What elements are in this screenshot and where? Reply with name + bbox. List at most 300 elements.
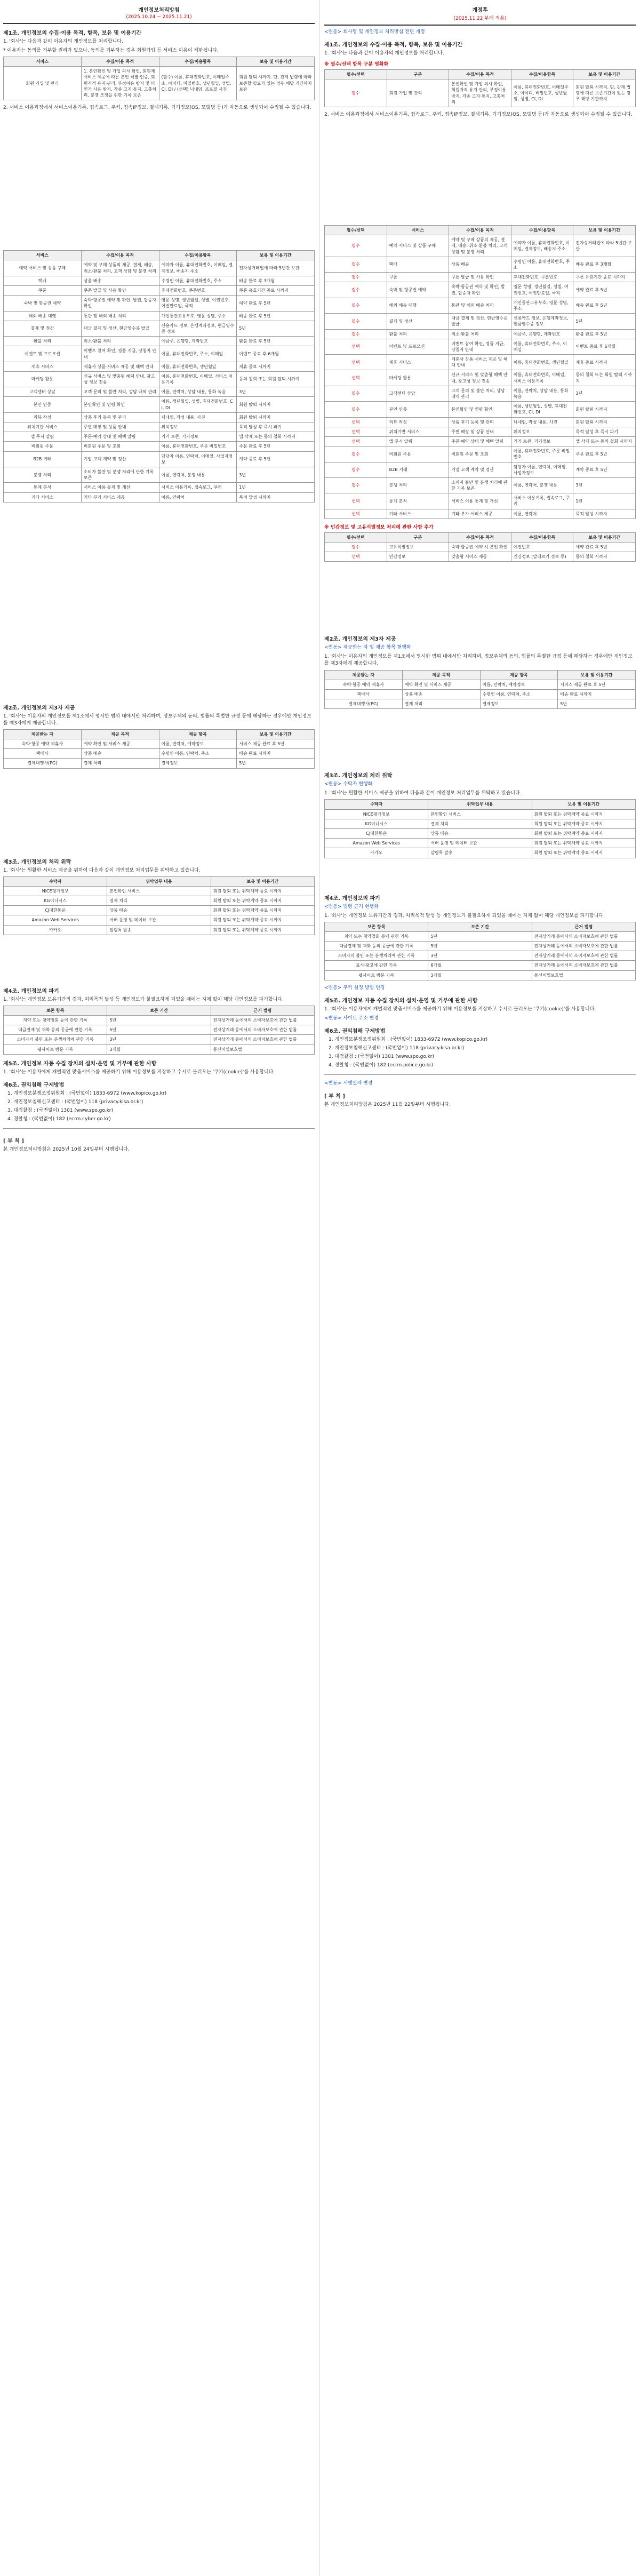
table-header-cell: 보존 항목 (325, 922, 428, 931)
table-cell: 기기 토큰, 기기정보 (511, 436, 573, 446)
table-cell: 마케팅 활용 (4, 371, 82, 387)
table-cell: 이름, 연락처, 분쟁 내용 (159, 467, 237, 482)
after-header (324, 0, 636, 26)
table-cell: 서버 운영 및 데이터 보관 (428, 839, 532, 848)
table-cell: 계약 또는 청약철회 등에 관한 기록 (325, 931, 428, 941)
table-cell: 소비자의 불만 또는 분쟁처리에 관한 기록 (4, 1035, 107, 1044)
table-cell: 이름, 연락처, 상담 내용, 통화 녹음 (511, 386, 573, 401)
table-row (4, 1035, 315, 1044)
table-cell: 제휴 서비스 (4, 362, 82, 371)
table-cell: 결제대행사(PG) (4, 759, 82, 768)
table-cell: 서비스 이용기록, 접속로그, 쿠키 (159, 483, 237, 492)
table-cell: 통신비밀보호법 (532, 970, 635, 980)
table-cell: 상품 배송 (81, 749, 159, 759)
table-header-cell: 수집/이용항목 (511, 226, 573, 235)
table-cell: 결제 및 정산 (387, 314, 449, 329)
before-period: (2025.10.24 ~ 2025.11.21) (126, 14, 192, 20)
table-cell: 웹사이트 방문 기록 (325, 970, 428, 980)
table-cell: 결제대행사(PG) (325, 699, 403, 709)
footer-note: <변동> 시행일자 변경 (324, 1081, 373, 1087)
table-cell: 전자상거래 등에서의 소비자보호에 관한 법률 (532, 931, 635, 941)
table-cell: 1. 본인확인 및 가입 의사 확인, 회원제 서비스 제공에 따른 본인 식별·인증, 회원자격 유지·관리, 부정이용 방지 및 비인가 사용 방지, 각종 고지·통지, 고충처리, 분쟁 조정을 위한 기록 보존 (81, 67, 159, 100)
table-cell: 기타 서비스 (387, 509, 449, 519)
section-6-title: 제6조. 권익침해 구제방법 (3, 1082, 65, 1088)
table-cell: 3년 (107, 1035, 211, 1044)
table-cell: 회원 탈퇴 시까지 (237, 412, 315, 422)
footer-title: [ 부 칙 ] (324, 1094, 345, 1100)
table-header-cell: 서비스 (387, 226, 449, 235)
table-cell: 1년 (573, 493, 636, 509)
table-cell: 선택 (325, 552, 387, 562)
section-3-body: 1. '회사'는 원활한 서비스 제공을 위하여 다음과 같이 개인정보 처리업무를 위탁하고 있습니다. (324, 791, 522, 796)
table-cell: 제휴 종료 시까지 (237, 362, 315, 371)
table-cell: 결제 처리 (107, 896, 211, 905)
table-row (4, 422, 315, 432)
list-item: 4. 경찰청 : (국번없이) 182 (ecrm.cyber.go.kr) (7, 1116, 111, 1122)
table-row (4, 276, 315, 285)
table-cell: 예약 및 구매 상품의 제공, 결제, 배송, 취소·환불 처리, 고객 상담 및 분쟁 처리 (81, 260, 159, 276)
table-cell: 이벤트 참여 확인, 경품 지급, 당첨자 안내 (449, 339, 511, 354)
table-cell: 5년 (573, 314, 636, 329)
table-outsourcing (3, 876, 315, 935)
table-row (4, 286, 315, 296)
table-cell: 해외 배송 대행 (387, 298, 449, 313)
list-item: 3. 대검찰청 : (국번없이) 1301 (www.spo.go.kr) (7, 1107, 113, 1113)
table-header-cell: 보유 및 이용기간 (237, 251, 315, 260)
table-cell: 예약 서비스 및 상품 구매 (4, 260, 82, 276)
table-cell: 개인통관고유부호, 영문 성명, 주소 (159, 311, 237, 321)
table-row (325, 402, 636, 417)
table-header-cell: 보유 및 이용기간 (237, 57, 315, 67)
table-cell: 택배 (4, 276, 82, 285)
list-item: 2. 개인정보침해신고센터 : (국번없이) 118 (privacy.kisa.or.kr) (7, 1099, 143, 1105)
table-cell: 통관 및 해외 배송 처리 (81, 311, 159, 321)
table-cell: 본인 인증 (387, 402, 449, 417)
table-cell: 회원 탈퇴 또는 위탁계약 종료 시까지 (532, 828, 635, 838)
table-cell: 휴대전화번호, 쿠폰번호 (511, 273, 573, 282)
table-row (325, 417, 636, 427)
table-cell: 이름, 연락처, 예약정보 (480, 680, 558, 689)
table-cell: 결제정보 (480, 699, 558, 709)
table-cell: 예약 확인 및 서비스 제공 (402, 680, 480, 689)
table-header-cell: 서비스 (4, 251, 82, 260)
table-cell: 목적 달성 후 즉시 파기 (573, 427, 636, 436)
table-cell: 알림톡 발송 (107, 925, 211, 935)
table-row (4, 432, 315, 442)
table-cell: 본인확인 및 연령 확인 (81, 397, 159, 412)
table-cell: 쿠폰 (4, 286, 82, 296)
table-cell: 이벤트 및 프로모션 (387, 339, 449, 354)
table-cell: 선택 (325, 355, 387, 370)
table-cell: 이름, 휴대전화번호, 주소, 이메일 (511, 339, 573, 354)
table-services (324, 225, 636, 519)
table-cell: 전자상거래 등에서의 소비자보호에 관한 법률 (532, 941, 635, 951)
table-row (325, 689, 636, 699)
table-row (325, 273, 636, 282)
table-cell: 이름, 생년월일, 성별, 휴대전화번호, CI, DI (511, 402, 573, 417)
table-header-cell: 보유 및 이용기간 (573, 70, 636, 79)
table-cell: Amazon Web Services (325, 839, 428, 848)
table-cell: 휴대전화번호, 쿠폰번호 (159, 286, 237, 296)
section-1-note: 2. 서비스 이용과정에서 서비스이용기록, 접속로그, 쿠키, 접속IP정보, 결제기록, 기기정보(OS, 모델명 등)가 자동으로 생성되어 수집될 수 있습니다. (3, 105, 311, 111)
table-cell: 전자상거래 등에서의 소비자보호에 관한 법률 (211, 1015, 314, 1025)
table-cell: 전자상거래 등에서의 소비자보호에 관한 법률 (211, 1025, 314, 1035)
table-cell: 필수 (325, 386, 387, 401)
table-row (325, 282, 636, 298)
table-cell: 환불 처리 (387, 329, 449, 339)
table-row (325, 257, 636, 272)
table-cell: 필수 (325, 235, 387, 257)
table-cell: 회원 탈퇴 시까지. 단, 관계 법령에 따라 보존할 필요가 있는 경우 해당 기간까지 보관 (237, 67, 315, 100)
table-cell: 5년 (237, 759, 315, 768)
table-cell: (필수) 이름, 휴대전화번호, 이메일주소, 아이디, 비밀번호, 생년월일, 성별, CI, DI / (선택) 닉네임, 프로필 사진 (159, 67, 237, 100)
table-cell: 제휴 종료 시까지 (573, 355, 636, 370)
table-cell: 숙박·항공권 예약 및 확인, 발권, 탑승자 확인 (449, 282, 511, 298)
table-cell: 주문·예약 상태 및 혜택 알림 (449, 436, 511, 446)
section-2-note: <변동> 제공받는 자 및 제공 항목 현행화 (324, 645, 411, 651)
list-item: 1. 개인정보분쟁조정위원회 : (국번없이) 1833-6972 (www.kopico.go.kr) (329, 1036, 488, 1042)
table-row (325, 493, 636, 509)
table-cell: 담당자 이름, 연락처, 이메일, 사업자정보 (511, 462, 573, 477)
table-cell: 이름, 연락처, 상담 내용, 통화 녹음 (159, 387, 237, 397)
table-cell: 5년 (107, 1015, 211, 1025)
table-cell: 필수 (325, 446, 387, 462)
table-cell: 취소·환불 처리 (81, 337, 159, 346)
table-cell: 민감정보 (387, 552, 449, 562)
table-cell: 신용카드 정보, 은행계좌정보, 현금영수증 정보 (511, 314, 573, 329)
table-row (4, 260, 315, 276)
table-cell: 알림톡 발송 (428, 848, 532, 858)
table-cell: 선택 (325, 370, 387, 386)
after-period: (2025.11.22 부터 적용) (453, 16, 507, 21)
table-row (4, 311, 315, 321)
table-cell: 리뷰 작성 (387, 417, 449, 427)
table-cell: 맞춤형 서비스 제공 (449, 552, 511, 562)
table-header-cell: 필수/선택 (325, 226, 387, 235)
table-cell: 본인확인 서비스 (428, 809, 532, 819)
after-column (324, 0, 636, 2576)
table-cell: 이름, 휴대전화번호, 주문 비밀번호 (159, 442, 237, 451)
table-cell: 고객센터 상담 (4, 387, 82, 397)
table-row (4, 412, 315, 422)
table-cell: Amazon Web Services (4, 915, 107, 925)
top-change-note: <변동> 회사명 및 개인정보 처리방침 전면 개정 (324, 29, 425, 35)
table-row (325, 819, 636, 828)
table-cell: 신규 서비스 및 맞춤형 혜택 안내, 광고성 정보 전송 (449, 370, 511, 386)
section-1-note: 2. 서비스 이용과정에서 서비스이용기록, 접속로그, 쿠키, 접속IP정보, 결제기록, 기기정보(OS, 모델명 등)가 자동으로 생성되어 수집될 수 있습니다. (324, 112, 633, 118)
table-cell: 이름, 휴대전화번호, 이메일, 서비스 이용기록 (159, 371, 237, 387)
table-cell: 본인 인증 (4, 397, 82, 412)
section-3-title: 제3조. 개인정보의 처리 위탁 (3, 859, 71, 865)
table-header-cell: 보존 항목 (4, 1006, 107, 1015)
section-5-title: 제5조. 개인정보 자동 수집 장치의 설치·운영 및 거부에 관한 사항 (324, 998, 478, 1004)
table-cell: 선택 (325, 427, 387, 436)
table-row (325, 848, 636, 858)
table-cell: 본인확인 및 연령 확인 (449, 402, 511, 417)
table-cell: 숙박 및 항공권 예약 (387, 282, 449, 298)
table-cell: 예금주, 은행명, 계좌번호 (511, 329, 573, 339)
table-header-cell: 보유 및 이용기간 (211, 876, 314, 886)
table-cell: 결제정보 (159, 759, 237, 768)
list-item: 4. 경찰청 : (국번없이) 182 (ecrm.police.go.kr) (329, 1063, 434, 1068)
table-cell: 필수 (325, 79, 387, 107)
table-cell: 이름, 휴대전화번호, 주문 비밀번호 (511, 446, 573, 462)
section-3-body: 1. '회사'는 원활한 서비스 제공을 위하여 다음과 같이 개인정보 처리업무를 위탁하고 있습니다. (3, 867, 201, 873)
table-cell: 주변 매장 및 상품 안내 (81, 422, 159, 432)
table-cell: 쿠폰 유효기간 종료 시까지 (573, 273, 636, 282)
list-item: 2. 개인정보침해신고센터 : (국번없이) 118 (privacy.kisa.or.kr) (329, 1045, 465, 1051)
table-cell: 제휴사 상품·서비스 제공 및 혜택 안내 (449, 355, 511, 370)
section-1-sub: ※ 필수/선택 항목 구분 명확화 (324, 62, 389, 68)
section-6-note: <변동> 사이트 주소 변경 (324, 1015, 379, 1021)
table-cell: NICE평가정보 (325, 809, 428, 819)
table-row (4, 346, 315, 362)
table-cell: 회원 탈퇴 또는 위탁계약 종료 시까지 (211, 915, 314, 925)
table-row (4, 397, 315, 412)
table-cell: 건강정보 (알레르기 정보 등) (511, 552, 573, 562)
table-cell: 전자상거래 등에서의 소비자보호에 관한 법률 (532, 951, 635, 961)
table-row (4, 371, 315, 387)
table-cell: 목적 달성 후 즉시 파기 (237, 422, 315, 432)
table-cell: 수령인 이름, 휴대전화번호, 주소 (511, 257, 573, 272)
table-cell: 예약자 이름, 휴대전화번호, 이메일, 결제정보, 배송지 주소 (511, 235, 573, 257)
table-row (4, 906, 315, 915)
table-cell: 예약 완료 후 5년 (573, 543, 636, 552)
table-cell: 목적 달성 시까지 (237, 492, 315, 502)
table-cell: 5년 (558, 699, 636, 709)
table-cell: 이름, 연락처, 분쟁 내용 (511, 477, 573, 493)
table-cell: 회원 가입 및 관리 (4, 67, 82, 100)
table-cell: 이름, 휴대전화번호, 주소, 이메일 (159, 346, 237, 362)
table-cell: 배송 완료 후 5년 (573, 298, 636, 313)
table-retention (3, 1006, 315, 1055)
table-cell: 1년 (237, 483, 315, 492)
table-cell: 영문 성명, 생년월일, 성별, 여권번호, 여권만료일, 국적 (159, 296, 237, 311)
table-cell: 소비자 불만 및 분쟁 처리에 관한 기록 보존 (81, 467, 159, 482)
table-row (4, 759, 315, 768)
table-cell: 수령인 이름, 휴대전화번호, 주소 (159, 276, 237, 285)
table-row (325, 931, 636, 941)
table-cell: 목적 달성 시까지 (573, 509, 636, 519)
table-row (325, 951, 636, 961)
table-cell: 3년 (573, 386, 636, 401)
table-row (325, 314, 636, 329)
table-cell: 취소·환불 처리 (449, 329, 511, 339)
table-row (325, 329, 636, 339)
footer-body: 본 개인정보처리방침은 2025년 11월 22일부터 시행됩니다. (324, 1102, 451, 1108)
section-5-note: <변동> 쿠키 설정 방법 변경 (324, 985, 385, 991)
table-header-cell: 수탁자 (325, 800, 428, 809)
table-cell: 배송 완료 후 5년 (237, 311, 315, 321)
table-cell: 앱 삭제 또는 동의 철회 시까지 (237, 432, 315, 442)
table-cell: 통신비밀보호법 (211, 1044, 314, 1054)
table-cell: 예약자 이름, 휴대전화번호, 이메일, 결제정보, 배송지 주소 (159, 260, 237, 276)
table-cell: 영문 성명, 생년월일, 성별, 여권번호, 여권만료일, 국적 (511, 282, 573, 298)
table-cell: 선택 (325, 436, 387, 446)
table-cell: 회원 탈퇴 또는 위탁계약 종료 시까지 (211, 886, 314, 896)
table-cell: 고객센터 상담 (387, 386, 449, 401)
table-row (325, 298, 636, 313)
table-cell: 숙박 및 항공권 예약 (4, 296, 82, 311)
table-cell: 이벤트 종료 후 6개월 (573, 339, 636, 354)
table-header-cell: 보유 및 이용기간 (573, 226, 636, 235)
table-row (4, 362, 315, 371)
table-cell: 주변 매장 및 상품 안내 (449, 427, 511, 436)
table-row (4, 915, 315, 925)
table-cell: 선택 (325, 509, 387, 519)
table-row (4, 925, 315, 935)
table-cell: 서비스 이용기록, 접속로그, 쿠키 (511, 493, 573, 509)
table-cell: 상품 배송 (402, 689, 480, 699)
table-header-cell: 제공 항목 (480, 670, 558, 680)
table-cell: 숙박·항공 예약 제휴사 (4, 739, 82, 748)
spacer (3, 939, 315, 982)
table-third-party (324, 670, 636, 709)
table-services (3, 250, 315, 502)
table-header-cell: 제공받는 자 (325, 670, 403, 680)
table-header-cell: 보유 및 이용기간 (237, 729, 315, 739)
table-cell: 동의 철회 또는 회원 탈퇴 시까지 (237, 371, 315, 387)
table-cell: 회원 탈퇴 또는 위탁계약 종료 시까지 (211, 896, 314, 905)
table-cell: 쿠폰 발급 및 사용 확인 (81, 286, 159, 296)
table-cell: 분쟁 처리 (4, 467, 82, 482)
table-cell: 택배 (387, 257, 449, 272)
table-cell: 동의 철회 또는 회원 탈퇴 시까지 (573, 370, 636, 386)
table-cell: 이벤트 및 프로모션 (4, 346, 82, 362)
section-5-body: 1. '회사'는 이용자에게 개별적인 맞춤서비스를 제공하기 위해 이용정보를 저장하고 수시로 불러오는 '쿠키(cookie)'를 사용합니다. (3, 1069, 275, 1075)
table-cell: 이름, 생년월일, 성별, 휴대전화번호, CI, DI (159, 397, 237, 412)
table-header-cell: 근거 법령 (532, 922, 635, 931)
table-row (4, 1025, 315, 1035)
table-cell: 예약 서비스 및 상품 구매 (387, 235, 449, 257)
table-cell: 비회원 주문 및 조회 (81, 442, 159, 451)
table-cell: 회원 탈퇴 시까지. 단, 관계 법령에 따른 보존기간이 있는 경우 해당 기간까지 (573, 79, 636, 107)
table-cell: CJ대한통운 (325, 828, 428, 838)
table-cell: 필수 (325, 477, 387, 493)
table-cell: 대금결제 및 재화 등의 공급에 관한 기록 (4, 1025, 107, 1035)
footer-title: [ 부 칙 ] (3, 1138, 24, 1144)
section-4-body: 1. '회사'는 개인정보 보유기간의 경과, 처리목적 달성 등 개인정보가 불필요하게 되었을 때에는 지체 없이 해당 개인정보를 파기합니다. (3, 996, 284, 1002)
table-cell: 결제 및 정산 (4, 321, 82, 336)
table-cell: 필수 (325, 257, 387, 272)
table-cell: 이름, 휴대전화번호, 이메일, 서비스 이용기록 (511, 370, 573, 386)
table-row (325, 477, 636, 493)
table-header-cell: 구분 (387, 70, 449, 79)
table-header-cell: 수집/이용항목 (159, 57, 237, 67)
table-cell: 전자상거래법에 따라 5년간 보관 (237, 260, 315, 276)
table-cell: 예약 및 구매 상품의 제공, 결제, 배송, 취소·환불 처리, 고객 상담 및 분쟁 처리 (449, 235, 511, 257)
table-row (4, 492, 315, 502)
table-row (4, 886, 315, 896)
table-cell: 담당자 이름, 연락처, 이메일, 사업자정보 (159, 451, 237, 467)
table-cell: 앱 삭제 또는 동의 철회 시까지 (573, 436, 636, 446)
table-cell: 결제 처리 (81, 759, 159, 768)
table-row (325, 509, 636, 519)
table-cell: 필수 (325, 402, 387, 417)
table-outsourcing (324, 799, 636, 858)
table-cell: 기타 부가 서비스 제공 (449, 509, 511, 519)
table-row (4, 442, 315, 451)
footer-body: 본 개인정보처리방침은 2025년 10월 24일부터 시행됩니다. (3, 1146, 130, 1152)
table-row (4, 451, 315, 467)
table-cell: 이름, 연락처 (159, 492, 237, 502)
table-header-cell: 보유 및 이용기간 (558, 670, 636, 680)
table-cell: KG이니시스 (4, 896, 107, 905)
table-cell: 쿠폰 (387, 273, 449, 282)
table-cell: 주문·예약 상태 및 혜택 알림 (81, 432, 159, 442)
table-row (325, 235, 636, 257)
table-row (325, 427, 636, 436)
table-cell: 기업 고객 계약 및 정산 (81, 451, 159, 467)
table-cell: 상품 배송 (107, 906, 211, 915)
table-cell: 3년 (237, 387, 315, 397)
table-header-cell: 필수/선택 (325, 70, 387, 79)
before-title: 개인정보처리방침 (138, 7, 180, 13)
table-cell: 예약 완료 후 5년 (237, 296, 315, 311)
table-row (325, 462, 636, 477)
section-1-intro: 1. '회사'는 다음과 같이 이용자의 개인정보를 처리합니다. (3, 39, 123, 44)
table-cell: 비회원 주문 (387, 446, 449, 462)
table-cell: 이름, 연락처, 예약정보 (159, 739, 237, 748)
table-header-cell: 근거 법령 (211, 1006, 314, 1015)
table-cell: NICE평가정보 (4, 886, 107, 896)
table-cell: KG이니시스 (325, 819, 428, 828)
section-2-body: 1. '회사'는 이용자의 개인정보를 제1조에서 명시한 범위 내에서만 처리하며, 정보주체의 동의, 법률의 특별한 규정 등에 해당하는 경우에만 개인정보를 제3자에게 제공합니다. (324, 654, 633, 667)
table-cell: 상품 후기 등록 및 관리 (81, 412, 159, 422)
table-header-cell: 위탁업무 내용 (428, 800, 532, 809)
section-6-title: 제6조. 권익침해 구제방법 (324, 1028, 386, 1034)
table-cell: 분쟁 처리 (387, 477, 449, 493)
spacer (324, 863, 636, 889)
table-cell: 해외 배송 대행 (4, 311, 82, 321)
table-row (325, 436, 636, 446)
table-cell: 위치기반 서비스 (4, 422, 82, 432)
table-cell: 이벤트 종료 후 6개월 (237, 346, 315, 362)
table-cell: 필수 (325, 314, 387, 329)
table-cell: 6개월 (428, 961, 532, 970)
table-cell: 계약 종료 후 5년 (237, 451, 315, 467)
table-cell: 전자상거래 등에서의 소비자보호에 관한 법률 (211, 1035, 314, 1044)
table-cell: 상품 배송 (428, 828, 532, 838)
table-cell: 택배사 (4, 749, 82, 759)
spacer (324, 713, 636, 767)
table-cell: 이름, 휴대전화번호, 이메일주소, 아이디, 비밀번호, 생년월일, 성별, CI, DI (511, 79, 573, 107)
table-cell: 신용카드 정보, 은행계좌정보, 현금영수증 정보 (159, 321, 237, 336)
spacer (3, 507, 315, 699)
table-cell: 회원 탈퇴 또는 위탁계약 종료 시까지 (532, 819, 635, 828)
table-cell: 회원 탈퇴 시까지 (573, 417, 636, 427)
table-header-cell: 보존 기간 (428, 922, 532, 931)
table-cell: 신규 서비스 및 맞춤형 혜택 안내, 광고성 정보 전송 (81, 371, 159, 387)
table-row (4, 1015, 315, 1025)
table-cell: 필수 (325, 462, 387, 477)
table-row (325, 339, 636, 354)
table-cell: 필수 (325, 329, 387, 339)
section-5-title: 제5조. 개인정보 자동 수집 장치의 설치·운영 및 거부에 관한 사항 (3, 1060, 157, 1067)
table-cell: 고유식별정보 (387, 543, 449, 552)
table-cell: 비회원 주문 및 조회 (449, 446, 511, 462)
table-row (325, 355, 636, 370)
section-2-title: 제2조. 개인정보의 제3자 제공 (3, 705, 75, 711)
table-cell: 위치기반 서비스 (387, 427, 449, 436)
table-header-cell: 수집/이용항목 (511, 532, 573, 542)
table-cell: 계약 종료 후 5년 (573, 462, 636, 477)
table-cell: 서비스 제공 완료 후 5년 (237, 739, 315, 748)
table-cell: 5년 (428, 931, 532, 941)
table-cell: 필수 (325, 298, 387, 313)
section-2-title: 제2조. 개인정보의 제3자 제공 (324, 636, 396, 643)
table-cell: 숙박·항공권 예약 및 확인, 발권, 탑승자 확인 (81, 296, 159, 311)
